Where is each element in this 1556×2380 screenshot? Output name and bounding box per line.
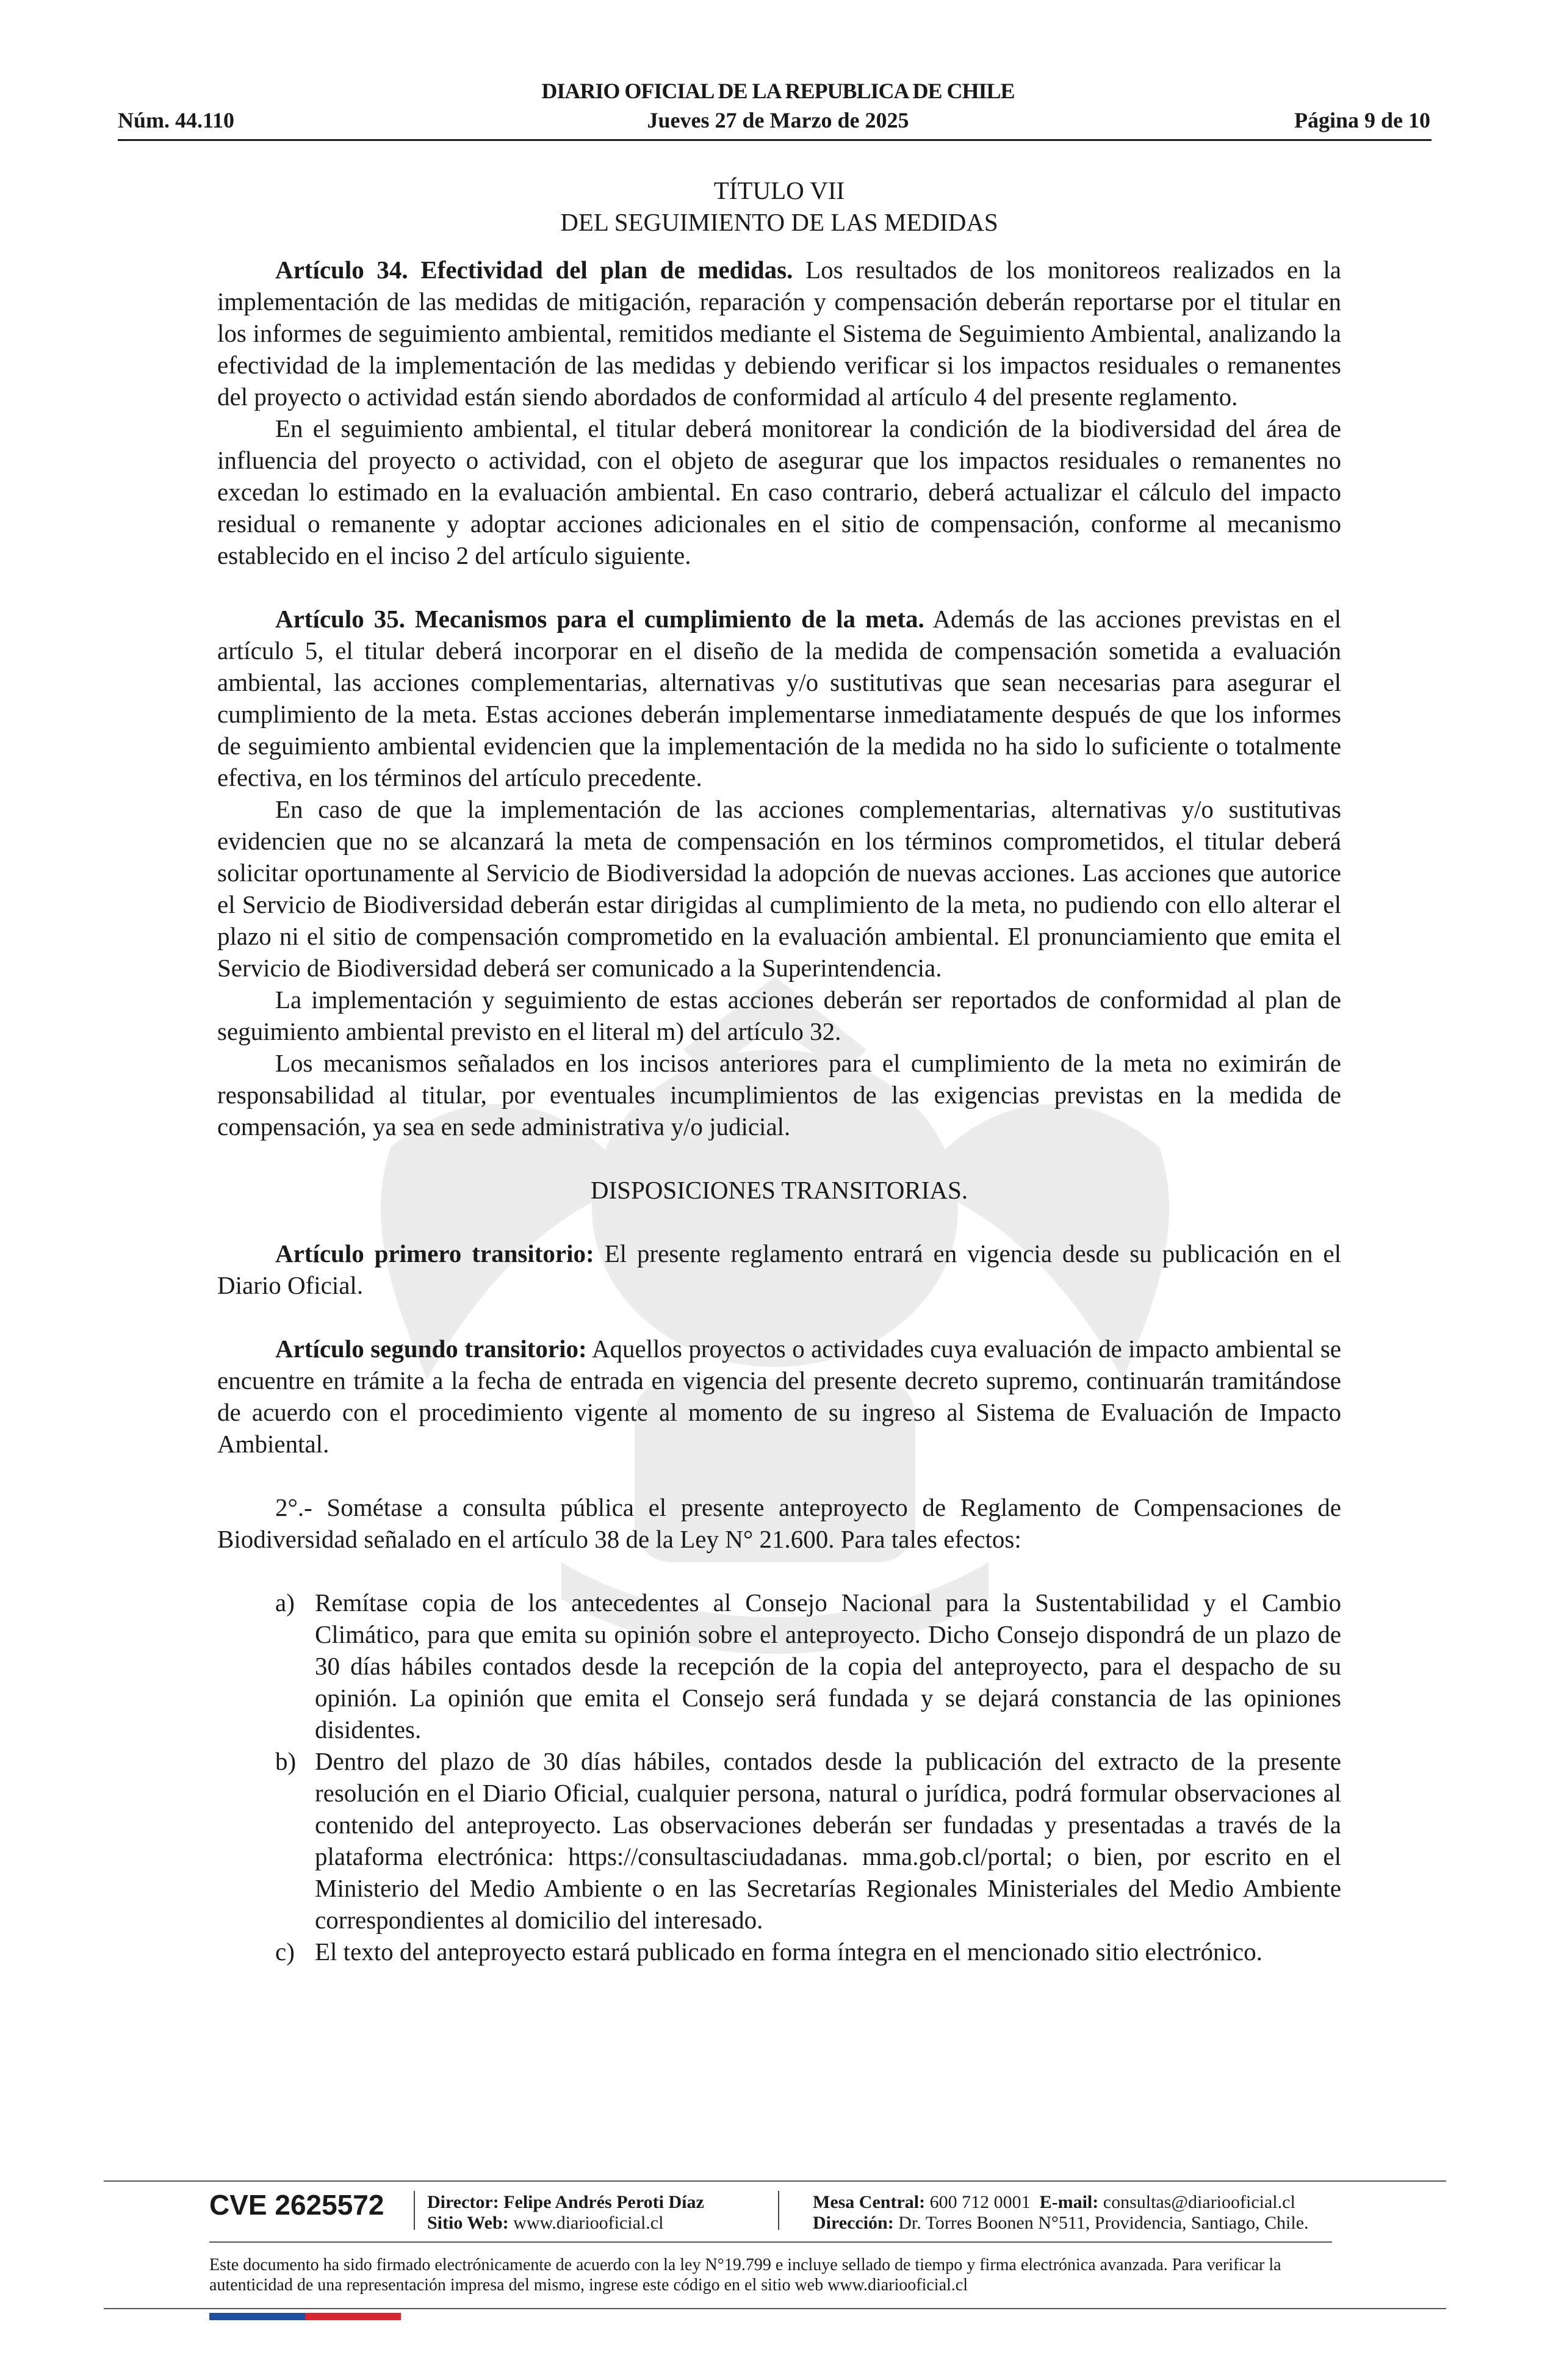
email-label: E-mail: xyxy=(1039,2192,1099,2212)
point-2-list xyxy=(217,1587,1341,1967)
art34-heading: Artículo 34. Efectividad del plan de medidas. xyxy=(275,256,793,284)
document-body xyxy=(217,175,1341,1967)
contact-line xyxy=(813,2192,1309,2213)
footer-top-divider xyxy=(104,2180,1446,2182)
art-primero-text: El presente reglamento entrará en vigencia desde su publicación en el Diario Oficial. xyxy=(217,1239,1341,1299)
phone-label: Mesa Central: xyxy=(813,2192,926,2212)
website-label: Sitio Web: xyxy=(427,2213,509,2233)
director-line xyxy=(427,2192,704,2213)
list-item-label: c) xyxy=(275,1938,295,1966)
list-item-text: El texto del anteproyecto estará publicado en forma íntegra en el mencionado sitio electrónico. xyxy=(315,1938,1262,1966)
address-label: Dirección: xyxy=(813,2213,894,2233)
title-vii-number: TÍTULO VII xyxy=(713,176,845,204)
footer-separator xyxy=(414,2191,415,2230)
list-item-label: b) xyxy=(275,1747,297,1775)
art35-paragraph-3: La implementación y seguimiento de estas acciones deberán ser reportados de conformidad al plan de seguimiento ambiental previsto en el literal m) del artículo 32. xyxy=(217,986,1341,1045)
address-line xyxy=(813,2213,1309,2234)
art-segundo-paragraph xyxy=(217,1333,1341,1460)
footer-director-block xyxy=(427,2192,704,2234)
newspaper-title: DIARIO OFICIAL DE LA REPUBLICA DE CHILE xyxy=(541,79,1015,103)
art-segundo-text: Aquellos proyectos o actividades cuya evaluación de impacto ambiental se encuentre en trámite a la fecha de entrada en vigencia del presente decreto supremo, continuarán tramitándose de acuerdo con el procedimiento vigente al momento de su ingreso al Sistema de Evaluación de Impacto Ambiental. xyxy=(217,1335,1341,1458)
footer-mid-divider xyxy=(209,2241,1332,2243)
art-segundo-heading: Artículo segundo transitorio: xyxy=(275,1335,587,1363)
art34-text-1: Los resultados de los monitoreos realizados en la implementación de las medidas de mitigación, reparación y compensación deberán reportarse por el titular en los informes de seguimiento ambiental, remitidos mediante el Sistema de Seguimiento Ambiental, analizando la efectividad de la implementación de las medidas y debiendo verificar si los impactos residuales o remanentes del proyecto o actividad están siendo abordados de conformidad al artículo 4 del presente reglamento. xyxy=(217,256,1341,411)
director-label: Director: xyxy=(427,2192,499,2212)
email-link[interactable]: consultas@diariooficial.cl xyxy=(1103,2192,1295,2212)
website-line xyxy=(427,2213,704,2234)
list-item-text: Remítase copia de los antecedentes al Consejo Nacional para la Sustentabilidad y el Cambio Climático, para que emita su opinión sobre el anteproyecto. Dicho Consejo dispondrá de un plazo de 30 días hábiles contados desde la recepción de la copia del anteproyecto, para el despacho de su opinión. La opinión que emita el Consejo será fundada y se dejará constancia de las opiniones disidentes. xyxy=(315,1588,1341,1744)
art-primero-paragraph xyxy=(217,1238,1341,1301)
art35-paragraph-4: Los mecanismos señalados en los incisos anteriores para el cumplimiento de la meta no eximirán de responsabilidad al titular, por eventuales incumplimientos de las exigencias previstas en la medida de compensación, ya sea en sede administrativa y/o judicial. xyxy=(217,1049,1341,1141)
list-item xyxy=(217,1936,1341,1967)
cve-code: CVE 2625572 xyxy=(209,2189,384,2221)
director-name: Felipe Andrés Peroti Díaz xyxy=(503,2192,704,2212)
legal-notice: Este documento ha sido firmado electrónicamente de acuerdo con la ley N°19.799 e incluye sellado de tiempo y firma electrónica avanzada. Para verificar la autenticidad de una representación impresa del mismo, ingrese este código en el sitio web www.diariooficial.cl xyxy=(209,2256,1281,2295)
art35-paragraph-2: En caso de que la implementación de las acciones complementarias, alternativas y/o sustitutivas evidencien que no se alcanzará la meta de compensación en los términos comprometidos, el titular deberá solicitar oportunamente al Servicio de Biodiversidad la adopción de nuevas acciones. Las acciones que autorice el Servicio de Biodiversidad deberán estar dirigidas al cumplimiento de la meta, no pudiendo con ello alterar el plazo ni el sitio de compensación comprometido en la evaluación ambiental. El pronunciamiento que emita el Servicio de Biodiversidad deberá ser comunicado a la Superintendencia. xyxy=(217,795,1341,982)
art34-paragraph-2: En el seguimiento ambiental, el titular deberá monitorear la condición de la biodiversidad del área de influencia del proyecto o actividad, con el objeto de asegurar que los impactos residuales o remanentes no excedan lo estimado en la evaluación ambiental. En caso contrario, deberá actualizar el cálculo del impacto residual o remanente y adoptar acciones adicionales en el sitio de compensación, conforme al mecanismo establecido en el inciso 2 del artículo siguiente. xyxy=(217,414,1341,569)
list-item xyxy=(217,1587,1341,1745)
transitorias-heading: DISPOSICIONES TRANSITORIAS. xyxy=(590,1176,968,1204)
address-value: Dr. Torres Boonen N°511, Providencia, Santiago, Chile. xyxy=(898,2213,1309,2233)
website-link[interactable]: www.diariooficial.cl xyxy=(513,2213,664,2233)
art35-paragraph-1 xyxy=(217,603,1341,793)
page-number: Página 9 de 10 xyxy=(1294,108,1430,132)
issue-date: Jueves 27 de Marzo de 2025 xyxy=(647,108,909,132)
list-item-label: a) xyxy=(275,1588,295,1617)
list-item xyxy=(217,1745,1341,1936)
art34-paragraph-1 xyxy=(217,254,1341,413)
phone-value: 600 712 0001 xyxy=(929,2192,1031,2212)
flag-bar-blue xyxy=(209,2313,305,2320)
header-divider xyxy=(118,139,1432,141)
art-primero-heading: Artículo primero transitorio: xyxy=(275,1239,594,1268)
point-2-paragraph: 2°.- Sométase a consulta pública el presente anteproyecto de Reglamento de Compensaciones de Biodiversidad señalado en el artículo 38 de la Ley N° 21.600. Para tales efectos: xyxy=(217,1493,1341,1553)
list-item-text: Dentro del plazo de 30 días hábiles, contados desde la publicación del extracto de la presente resolución en el Diario Oficial, cualquier persona, natural o jurídica, podrá formular observaciones al contenido del anteproyecto. Las observaciones deberán ser fundadas y presentadas a través de la plataforma electrónica: https://consultasciudadanas. mma.gob.cl/portal; o bien, por escrito en el Ministerio del Medio Ambiente o en las Secretarías Regionales Ministeriales del Medio Ambiente correspondientes al domicilio del interesado. xyxy=(315,1747,1341,1934)
art35-text-1: Además de las acciones previstas en el artículo 5, el titular deberá incorporar en el diseño de la medida de compensación sometida a evaluación ambiental, las acciones complementarias, alternativas y/o sustitutivas que sean necesarias para asegurar el cumplimiento de la meta. Estas acciones deberán implementarse inmediatamente después de que los informes de seguimiento ambiental evidencien que la implementación de la medida no ha sido lo suficiente o totalmente efectiva, en los términos del artículo precedente. xyxy=(217,605,1342,792)
title-vii-name: DEL SEGUIMIENTO DE LAS MEDIDAS xyxy=(560,208,998,236)
issue-number: Núm. 44.110 xyxy=(118,108,235,132)
footer-contact-block xyxy=(813,2192,1309,2234)
footer-separator xyxy=(778,2191,779,2230)
footer-bottom-divider xyxy=(104,2308,1446,2309)
flag-bar-red xyxy=(305,2313,401,2320)
art35-heading: Artículo 35. Mecanismos para el cumplimiento de la meta. xyxy=(275,605,924,633)
